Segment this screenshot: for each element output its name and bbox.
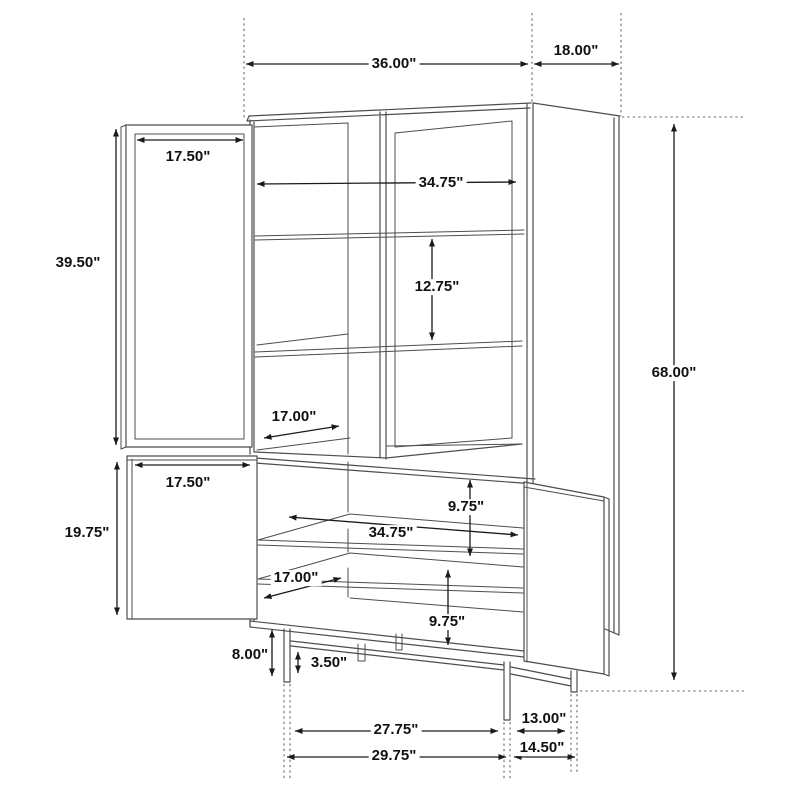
upper-left-door <box>121 125 252 449</box>
dim-label-lower-interior-width: 34.75" <box>366 525 417 541</box>
dim-label-upper-interior-width: 34.75" <box>416 175 467 191</box>
lower-carcass <box>250 456 560 661</box>
dim-label-upper-interior-depth: 17.00" <box>269 409 320 425</box>
dim-label-lower-interior-depth: 17.00" <box>271 570 322 586</box>
dim-label-lower-shelf-spacing-top: 9.75" <box>445 499 487 515</box>
dim-label-lower-door-height: 19.75" <box>62 525 113 541</box>
dim-label-upper-door-width: 17.50" <box>163 149 214 165</box>
dim-label-upper-door-height: 39.50" <box>53 255 104 271</box>
dim-label-lower-shelf-spacing-bottom: 9.75" <box>426 614 468 630</box>
dim-label-overall-height: 68.00" <box>649 365 700 381</box>
dim-label-lower-door-width: 17.50" <box>163 475 214 491</box>
dim-label-leg-height: 8.00" <box>229 647 271 663</box>
dim-label-base-span-front: 29.75" <box>369 748 420 764</box>
dim-label-leg-span-side: 13.00" <box>519 711 570 727</box>
dim-label-base-span-side: 14.50" <box>517 740 568 756</box>
dim-label-top-depth: 18.00" <box>551 43 602 59</box>
dim-label-leg-span-front: 27.75" <box>371 722 422 738</box>
lower-right-door <box>524 482 609 676</box>
dim-label-upper-shelf-spacing: 12.75" <box>412 279 463 295</box>
cabinet-outline <box>121 103 620 720</box>
dim-label-top-width: 36.00" <box>369 56 420 72</box>
dim-label-stretcher-clearance: 3.50" <box>308 655 350 671</box>
